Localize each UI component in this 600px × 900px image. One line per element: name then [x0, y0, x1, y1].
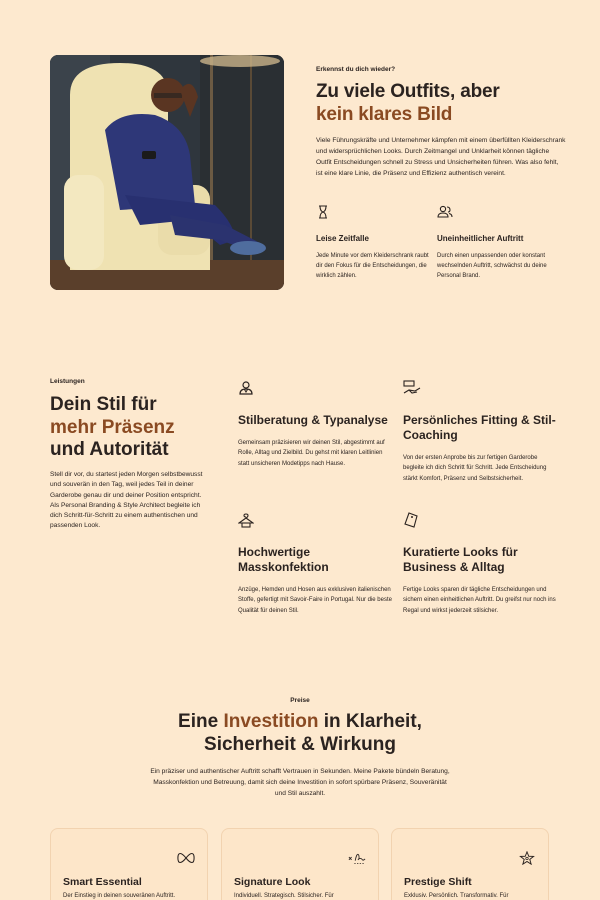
pricing-card-title: Smart Essential: [63, 876, 142, 888]
pricing-card-signature-look[interactable]: [221, 828, 379, 900]
problem-body: Viele Führungskräfte und Unternehmer kämpfen mit einem überfüllten Kleiderschrank und widersprüchlichen Looks. Durch Zeitmangel und Unklarheit können tägliche Outfit Entscheidungen schnell zu Stress und Unsicherheiten führen. Was also fehlt, ist eine klare Linie, die Präsenz und Effizienz authentisch vereint.: [316, 137, 566, 177]
service-text: Anzüge, Hemden und Hosen aus exklusiven italienischen Stoffe, gefertigt mit Savoir-Faire in Portugal. Nur die beste Qualität für deinen Stil.: [238, 587, 392, 614]
hand-fitting-icon: [403, 380, 421, 396]
service-title: Kuratierte Looks für Business & Alltag: [403, 545, 518, 574]
service-title: Stilberatung & Typanalyse: [238, 413, 388, 427]
services-title-line2: mehr Präsenz: [50, 416, 175, 438]
pricing-eyebrow: Preise: [290, 697, 310, 704]
pricing-card-text: Der Einstieg in deinen souveränen Auftritt.: [63, 893, 176, 899]
pricing-title-line2: Sicherheit & Wirkung: [204, 734, 396, 755]
infinity-icon: [177, 851, 195, 865]
hero-photo: [50, 55, 284, 290]
problem-title: [316, 80, 576, 126]
service-title: Hochwertige Masskonfektion: [238, 545, 329, 574]
pricing-card-title: Signature Look: [234, 876, 311, 888]
service-title: Persönliches Fitting & Stil-Coaching: [403, 413, 556, 442]
signature-icon: [348, 851, 366, 865]
service-text: Von der ersten Anprobe bis zur fertigen Garderobe begleite ich dich Schritt für Schritt. Jede Entscheidung stärkt Komfort, Präsenz und Selbstsicherheit.: [403, 455, 547, 482]
service-fitting-coaching: [403, 380, 558, 484]
pricing-title: [0, 710, 600, 756]
feature-title: Uneinheitlicher Auftritt: [437, 234, 524, 243]
pricing-title-part1: Eine: [178, 711, 224, 732]
tag-icon: [403, 512, 419, 528]
pricing-card-text: Exklusiv. Persönlich. Transformativ. Für: [404, 893, 509, 899]
services-body: Stell dir vor, du startest jeden Morgen selbstbewusst und souverän in den Tag, weil jedes Teil in deiner Garderobe genau dir und deiner Position entspricht. Als Personal Branding & Style Architect begleite ich dich Schritt-für-Schritt zu einem authentischen und passenden Look.: [50, 471, 203, 530]
service-text: Fertige Looks sparen dir tägliche Entscheidungen und sichern einen einheitlichen Auftritt. Du greifst nur noch ins Regal und wirkst jederzeit stilsicher.: [403, 587, 556, 614]
services-title: [50, 394, 220, 462]
pricing-title-accent: Investition: [223, 711, 319, 732]
feature-text: Jede Minute vor dem Kleiderschrank raubt dir den Fokus für die Entscheidungen, die wirklich zählen.: [316, 253, 429, 279]
service-made-to-measure: [238, 512, 393, 616]
users-icon: [437, 205, 453, 219]
services-title-line3: und Autorität: [50, 439, 169, 460]
pricing-card-text: Individuell. Strategisch. Stilsicher. Für: [234, 893, 334, 899]
services-eyebrow: Leistungen: [50, 378, 85, 385]
pricing-card-smart-essential[interactable]: [50, 828, 208, 900]
problem-eyebrow: Erkennst du dich wieder?: [316, 66, 396, 73]
pricing-title-part2: in Klarheit,: [318, 711, 422, 732]
problem-title-line2: kein klares Bild: [316, 104, 453, 125]
man-in-armchair-photo: [50, 55, 284, 290]
service-style-consulting: [238, 380, 393, 469]
pricing-card-title: Prestige Shift: [404, 876, 472, 888]
service-text: Gemeinsam präzisieren wir deinen Stil, abgestimmt auf Rolle, Alltag und Zielbild. Du gehst mit klaren Leitlinien statt unsicheren Modetipps nach Hause.: [238, 440, 385, 467]
service-curated-looks: [403, 512, 558, 616]
hanger-icon: [238, 512, 254, 528]
star-icon: [518, 851, 536, 865]
hourglass-icon: [316, 205, 330, 219]
pricing-body: Ein präziser und authentischer Auftritt schafft Vertrauen in Sekunden. Meine Pakete bündeln Beratung, Masskonfektion und Betreuung, damit sich deine Investition in sofort spürbare Präsenz, Souveränität und Stil auszahlt.: [150, 768, 450, 797]
pricing-card-prestige-shift[interactable]: [391, 828, 549, 900]
problem-title-line1: Zu viele Outfits, aber: [316, 81, 500, 102]
person-icon: [238, 380, 254, 396]
feature-time-trap: [316, 205, 436, 281]
services-title-line1: Dein Stil für: [50, 394, 157, 415]
feature-inconsistent-look: [437, 205, 557, 281]
feature-text: Durch einen unpassenden oder konstant wechselnden Auftritt, schwächst du deine Personal Brand.: [437, 253, 547, 279]
feature-title: Leise Zeitfalle: [316, 234, 369, 243]
